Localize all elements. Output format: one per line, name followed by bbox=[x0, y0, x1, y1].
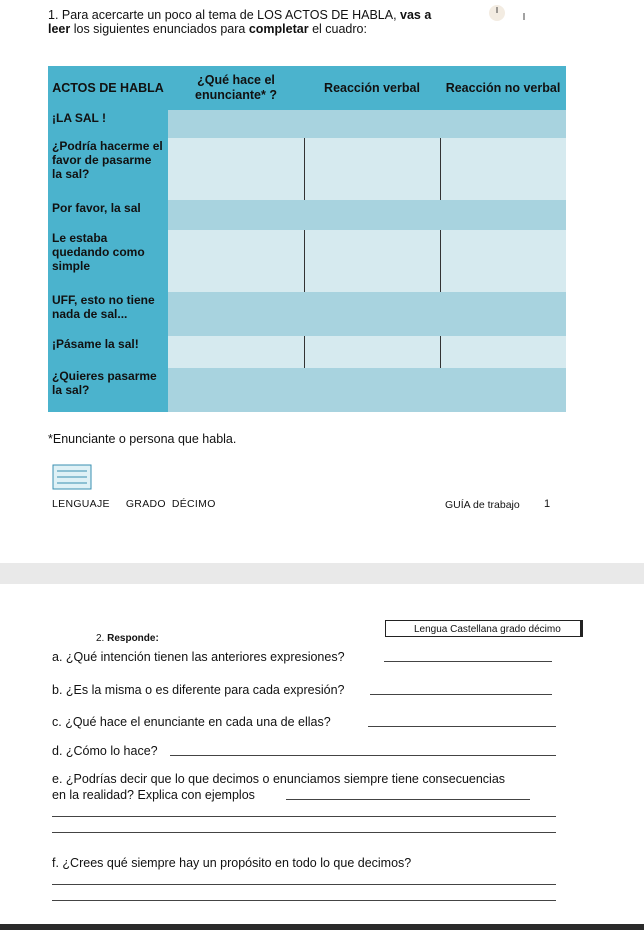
answer-cell[interactable] bbox=[304, 336, 440, 368]
answer-cell[interactable] bbox=[168, 230, 304, 292]
answer-cell[interactable] bbox=[304, 230, 440, 292]
lenguaje-logo-icon bbox=[52, 464, 92, 490]
table-row bbox=[48, 336, 566, 368]
speech-acts-table bbox=[48, 66, 566, 412]
row-label: ¿Quieres pasarme la sal? bbox=[48, 368, 168, 412]
table-row bbox=[48, 292, 566, 336]
page-footer bbox=[52, 498, 216, 510]
footnote: *Enunciante o persona que habla. bbox=[48, 432, 237, 446]
answer-cell[interactable] bbox=[168, 138, 304, 200]
table-row bbox=[48, 200, 566, 230]
question-d: d. ¿Cómo lo hace? bbox=[52, 744, 158, 758]
question-f: f. ¿Crees qué siempre hay un propósito en todo lo que decimos? bbox=[52, 856, 412, 870]
guia-label: GUÍA de trabajo bbox=[445, 499, 520, 511]
answer-line[interactable] bbox=[52, 900, 556, 901]
header-reaccion-no-verbal: Reacción no verbal bbox=[440, 66, 566, 110]
answer-cell[interactable] bbox=[440, 336, 566, 368]
header-actos-de-habla: ACTOS DE HABLA bbox=[48, 66, 168, 110]
answer-cell[interactable] bbox=[168, 336, 304, 368]
section-2-heading: 2. Responde: bbox=[96, 633, 159, 644]
question-a: a. ¿Qué intención tienen las anteriores expresiones? bbox=[52, 650, 345, 664]
answer-line[interactable] bbox=[286, 799, 530, 800]
table-row bbox=[48, 368, 566, 412]
row-label: ¿Podría hacerme el favor de pasarme la sal? bbox=[48, 138, 168, 200]
answer-line[interactable] bbox=[52, 816, 556, 817]
table-row bbox=[48, 138, 566, 200]
table-row bbox=[48, 110, 566, 138]
page-separator bbox=[0, 563, 644, 584]
answer-cell[interactable] bbox=[304, 138, 440, 200]
answer-line[interactable] bbox=[170, 755, 556, 756]
answer-cell[interactable] bbox=[168, 292, 566, 336]
answer-cell[interactable] bbox=[168, 110, 566, 138]
question-e-line-1: e. ¿Podrías decir que lo que decimos o enunciamos siempre tiene consecuencias bbox=[52, 772, 506, 786]
table-row bbox=[48, 230, 566, 292]
answer-cell[interactable] bbox=[440, 138, 566, 200]
answer-cell[interactable] bbox=[168, 200, 566, 230]
row-label: Por favor, la sal bbox=[48, 200, 168, 230]
row-label: ¡LA SAL ! bbox=[48, 110, 168, 138]
question-e-line-2: en la realidad? Explica con ejemplos bbox=[52, 788, 255, 802]
row-label: Le estaba quedando como simple bbox=[48, 230, 168, 292]
answer-line[interactable] bbox=[52, 832, 556, 833]
table-header-row bbox=[48, 66, 566, 110]
row-label: ¡Pásame la sal! bbox=[48, 336, 168, 368]
subject-label: LENGUAJE bbox=[52, 498, 110, 510]
answer-line[interactable] bbox=[368, 726, 556, 727]
intro-instructions: 1. Para acercarte un poco al tema de LOS ACTOS DE HABLA, vas a leer los siguientes enunciados para completar el cuadro: bbox=[48, 8, 432, 36]
answer-line[interactable] bbox=[384, 661, 552, 662]
answer-line[interactable] bbox=[52, 884, 556, 885]
row-label: UFF, esto no tiene nada de sal... bbox=[48, 292, 168, 336]
bottom-bar bbox=[0, 924, 644, 930]
header-que-hace: ¿Qué hace el enunciante* ? bbox=[168, 66, 304, 110]
question-b: b. ¿Es la misma o es diferente para cada expresión? bbox=[52, 683, 345, 697]
question-c: c. ¿Qué hace el enunciante en cada una de ellas? bbox=[52, 715, 331, 729]
grado-label: GRADO bbox=[125, 498, 166, 510]
decimo-label: DÉCIMO bbox=[171, 498, 216, 510]
answer-cell[interactable] bbox=[168, 368, 566, 412]
header-reaccion-verbal: Reacción verbal bbox=[304, 66, 440, 110]
page-number: 1 bbox=[544, 498, 551, 510]
page-header-box: Lengua Castellana grado décimo bbox=[385, 620, 583, 637]
corner-decoration-icon bbox=[462, 4, 532, 22]
answer-line[interactable] bbox=[370, 694, 552, 695]
answer-cell[interactable] bbox=[440, 230, 566, 292]
